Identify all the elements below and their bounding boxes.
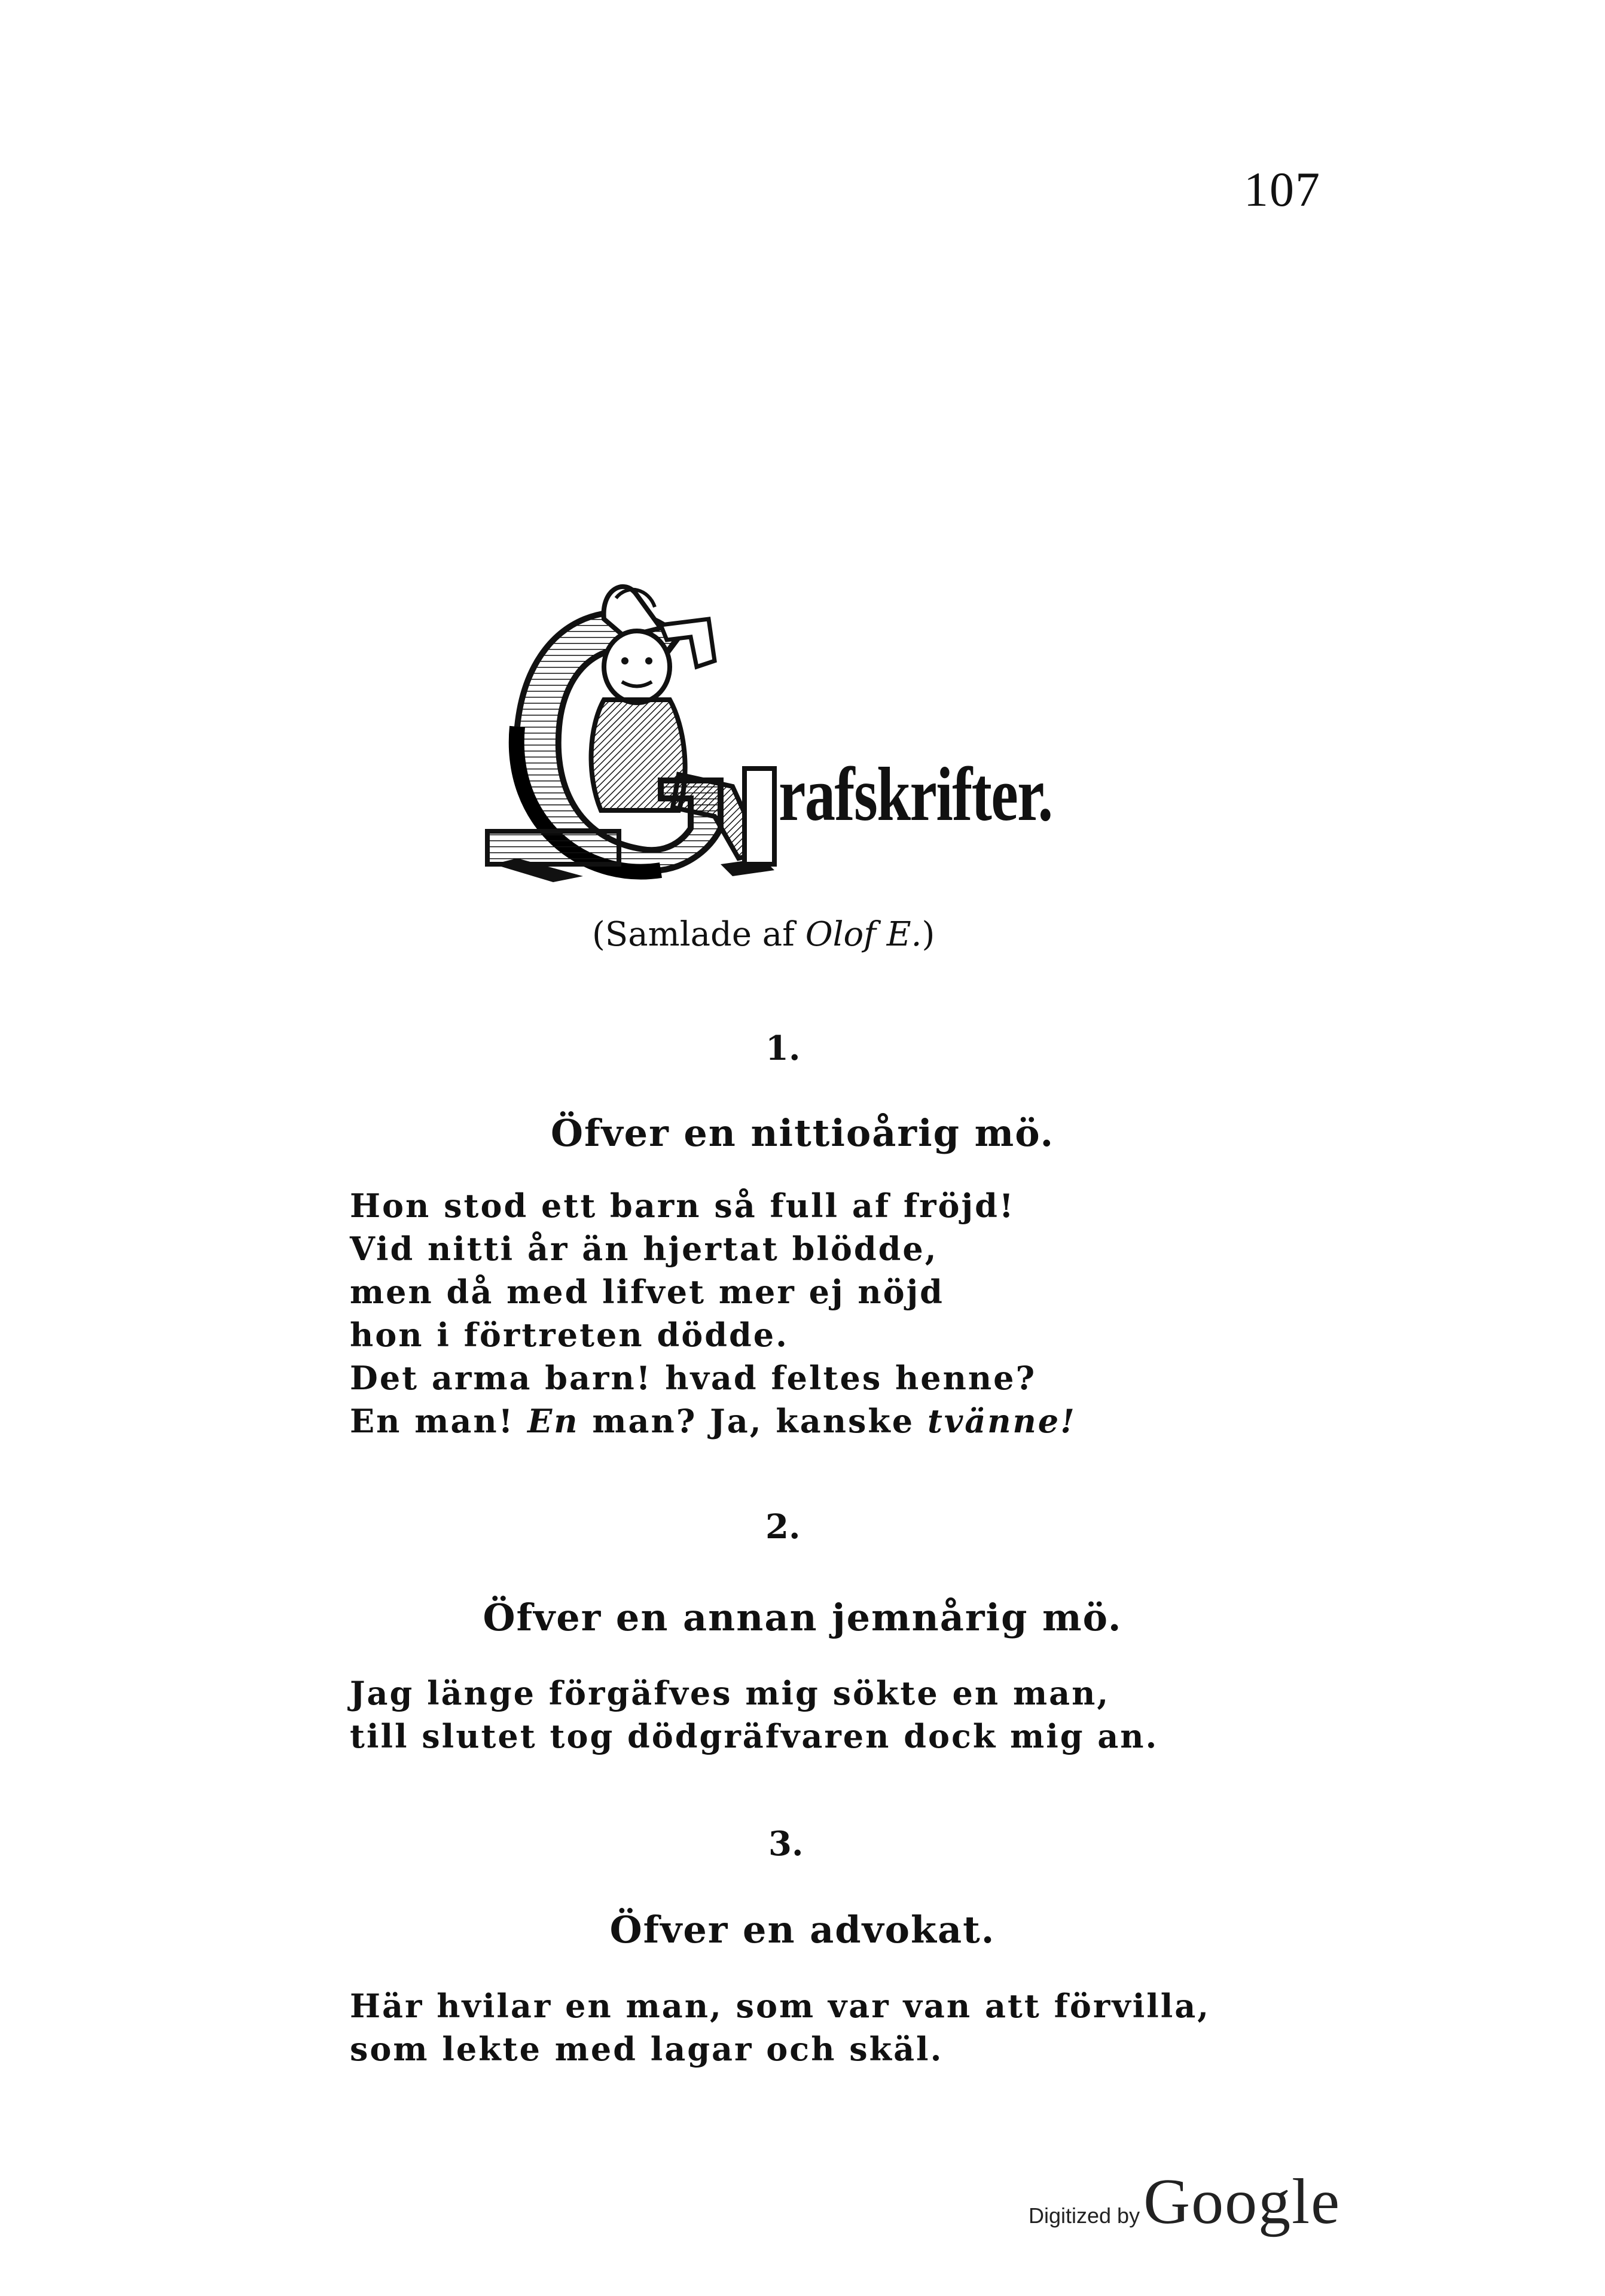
subtitle — [592, 915, 935, 954]
title-block — [481, 571, 1067, 906]
poem-line-emphasis: En — [527, 1402, 579, 1440]
poem-line-emphasis: tvänne! — [927, 1402, 1076, 1440]
section-heading: Öfver en annan jemnårig mö. — [483, 1596, 1122, 1639]
poem-line: som lekte med lagar och skäl. — [350, 2030, 944, 2068]
section-number: 1. — [765, 1029, 801, 1068]
poem-line: Här hvilar en man, som var van att förvilla, — [350, 1987, 1211, 2025]
poem-line: Jag länge förgäfves mig sökte en man, — [350, 1674, 1110, 1712]
poem-line: Hon stod ett barn så full af fröjd! — [350, 1187, 1015, 1225]
digitized-watermark — [1029, 2165, 1341, 2237]
page-number: 107 — [1244, 162, 1321, 217]
poem-line-part: En man! — [350, 1402, 528, 1440]
poem-line: Vid nitti år än hjertat blödde, — [350, 1230, 938, 1268]
poem-3 — [350, 1984, 1210, 2071]
section-heading: Öfver en nittioårig mö. — [550, 1111, 1055, 1155]
section-number: 2. — [765, 1507, 801, 1547]
title-text: rafskrifter. — [779, 752, 1052, 837]
poem-line: men då med lifvet mer ej nöjd — [350, 1273, 944, 1311]
poem-line — [350, 1399, 1076, 1443]
poem-2 — [350, 1672, 1158, 1758]
poem-1 — [350, 1184, 1076, 1443]
subtitle-author: Olof E. — [805, 915, 922, 954]
poem-line: till slutet tog dödgräfvaren dock mig an. — [350, 1717, 1159, 1755]
poem-line: Det arma barn! hvad feltes henne? — [350, 1359, 1037, 1397]
section-number: 3. — [768, 1824, 804, 1864]
poem-line-part: man? Ja, kanske — [579, 1402, 927, 1440]
subtitle-prefix: (Samlade af — [592, 915, 805, 954]
watermark-google-text: Google — [1143, 2166, 1341, 2237]
section-heading: Öfver en advokat. — [609, 1908, 996, 1952]
watermark-small-text: Digitized by — [1029, 2203, 1140, 2228]
poem-line: hon i förtreten dödde. — [350, 1316, 789, 1354]
subtitle-suffix: ) — [921, 915, 935, 954]
illustrated-initial-icon — [481, 571, 780, 906]
